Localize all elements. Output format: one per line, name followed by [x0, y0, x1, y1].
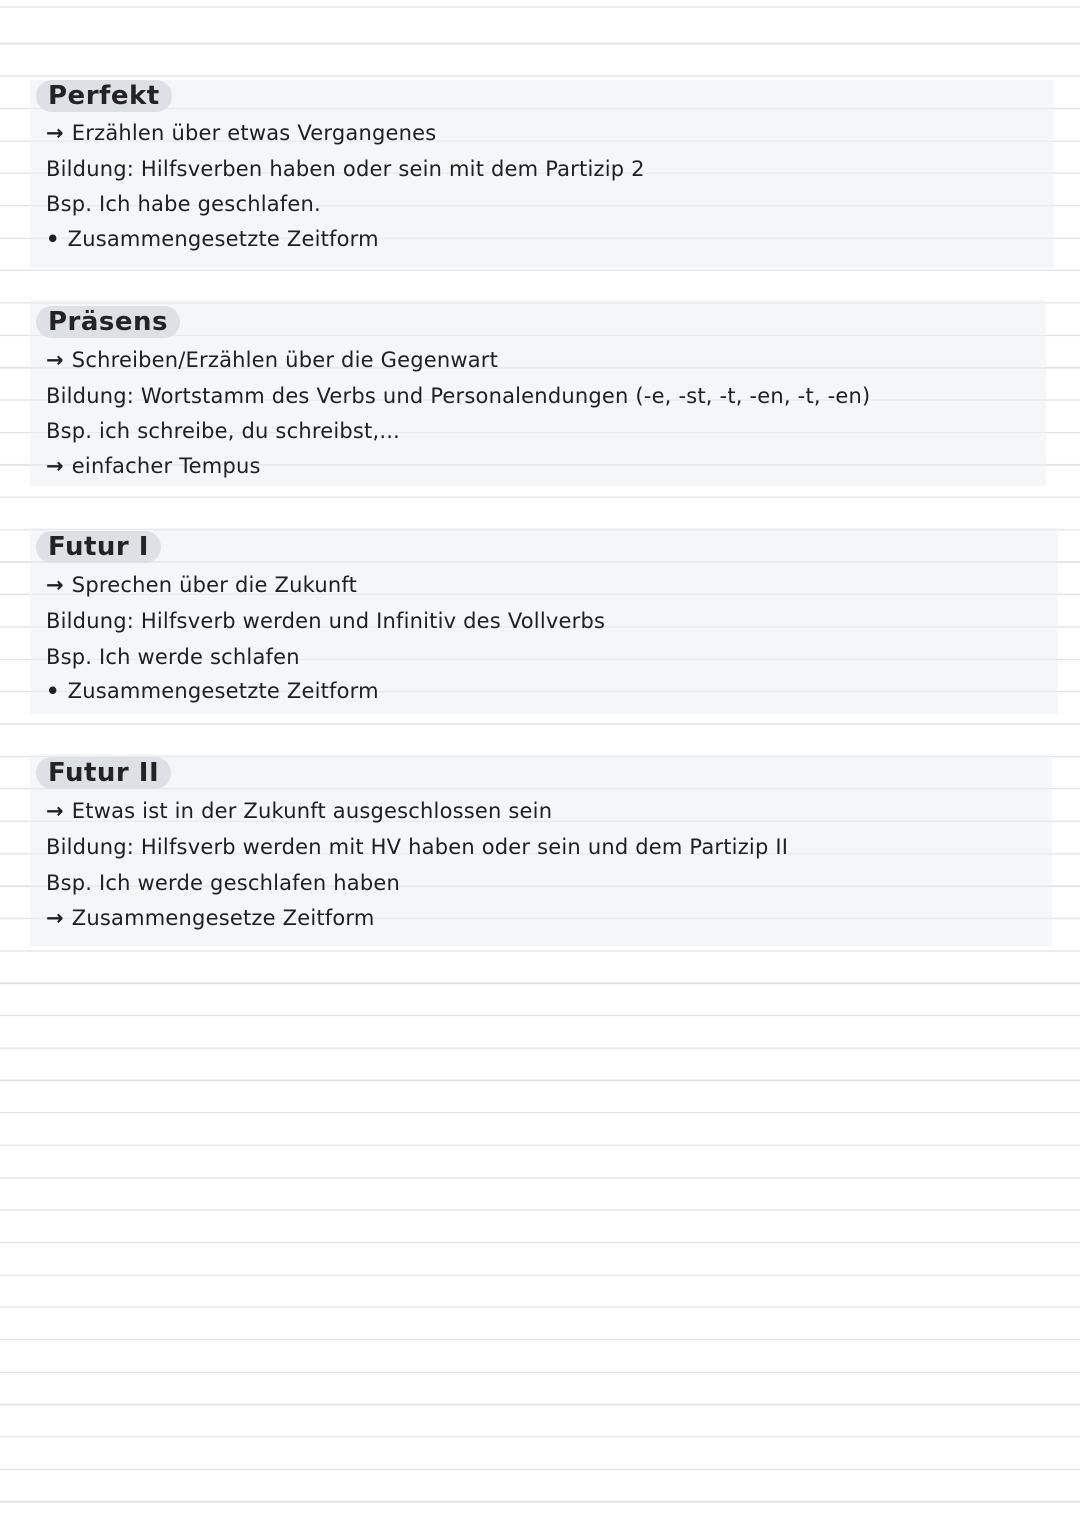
- note-line: [46, 416, 400, 446]
- section-futur-2: [30, 754, 1052, 946]
- section-title: Präsens: [36, 306, 180, 338]
- line-text: Bsp. Ich werde schlafen: [46, 645, 300, 669]
- line-text: Bildung: Wortstamm des Verbs und Personalendungen (-e, -st, -t, -en, -t, -en): [46, 384, 871, 408]
- line-text: Zusammengesetzte Zeitform: [67, 227, 379, 251]
- section-title: Futur II: [36, 757, 171, 789]
- line-text: Bildung: Hilfsverben haben oder sein mit dem Partizip 2: [46, 157, 645, 181]
- bullet-icon: •: [46, 679, 60, 703]
- arrow-icon: →: [46, 121, 64, 145]
- arrow-icon: →: [46, 906, 64, 930]
- arrow-icon: →: [46, 348, 64, 372]
- note-line: [46, 345, 498, 375]
- note-line: [46, 451, 261, 481]
- arrow-icon: →: [46, 573, 64, 597]
- line-text: Zusammengesetze Zeitform: [71, 906, 375, 930]
- note-line: [46, 832, 788, 862]
- section-title: Perfekt: [36, 80, 172, 112]
- section-title: Futur I: [36, 531, 161, 563]
- line-text: Erzählen über etwas Vergangenes: [71, 121, 437, 145]
- line-text: Bildung: Hilfsverb werden und Infinitiv des Vollverbs: [46, 609, 606, 633]
- note-line: [46, 606, 605, 636]
- arrow-icon: →: [46, 454, 64, 478]
- line-text: Bsp. Ich werde geschlafen haben: [46, 871, 401, 895]
- section-perfekt: [30, 80, 1054, 268]
- note-line: [46, 118, 436, 148]
- note-line: [46, 868, 400, 898]
- line-text: Bildung: Hilfsverb werden mit HV haben oder sein und dem Partizip II: [46, 835, 789, 859]
- note-line: [46, 381, 870, 411]
- line-text: einfacher Tempus: [71, 454, 261, 478]
- line-text: Zusammengesetzte Zeitform: [67, 679, 379, 703]
- note-line: [46, 189, 321, 219]
- note-line: [46, 676, 379, 706]
- line-text: Schreiben/Erzählen über die Gegenwart: [71, 348, 499, 372]
- arrow-icon: →: [46, 799, 64, 823]
- note-line: [46, 224, 379, 254]
- bullet-icon: •: [46, 227, 60, 251]
- note-line: [46, 154, 645, 184]
- line-text: Sprechen über die Zukunft: [71, 573, 358, 597]
- note-line: [46, 570, 357, 600]
- note-line: [46, 903, 375, 933]
- section-futur-1: [30, 528, 1058, 714]
- line-text: Etwas ist in der Zukunft ausgeschlossen sein: [71, 799, 553, 823]
- line-text: Bsp. ich schreibe, du schreibst,...: [46, 419, 400, 443]
- section-praesens: [30, 300, 1046, 486]
- line-text: Bsp. Ich habe geschlafen.: [46, 192, 321, 216]
- note-line: [46, 796, 552, 826]
- note-line: [46, 642, 300, 672]
